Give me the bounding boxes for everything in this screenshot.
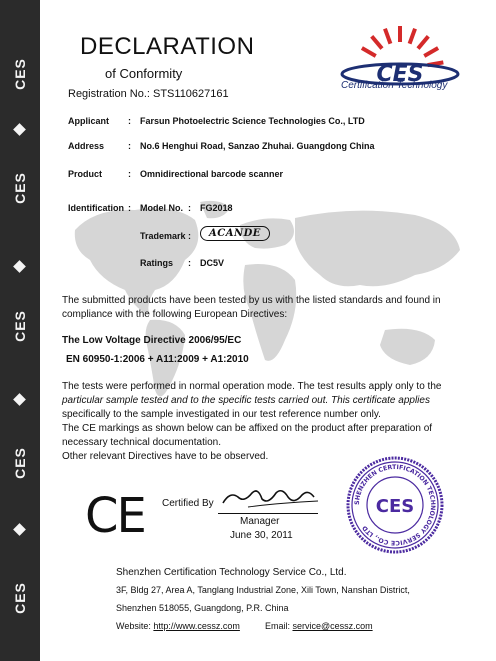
sidebar-ces-label: CES	[12, 58, 28, 90]
colon: :	[188, 231, 191, 241]
signature-line	[218, 513, 318, 514]
address-label: Address	[68, 141, 105, 151]
identification-label: Identification	[68, 203, 124, 213]
ratings-value: DC5V	[200, 258, 225, 268]
colon: :	[188, 258, 191, 268]
applicant-label: Applicant	[68, 116, 110, 126]
standard-name: EN 60950-1:2006 + A11:2009 + A1:2010	[66, 354, 249, 365]
svg-text:SHENZHEN CERTIFICATION TECHNOL: SHENZHEN CERTIFICATION TECHNOLOGY SERVICE CO., LTD	[353, 463, 437, 547]
footer-company: Shenzhen Certification Technology Service Co., Ltd.	[116, 567, 347, 578]
website-link[interactable]: http://www.cessz.com	[153, 621, 240, 631]
directive-name: The Low Voltage Directive 2006/95/EC	[62, 335, 242, 346]
model-value: FG2018	[200, 203, 233, 213]
trademark-label: Trademark	[140, 231, 186, 241]
colon: :	[128, 141, 131, 151]
footer-address-line2: Shenzhen 518055, Guangdong, P.R. China	[116, 603, 289, 613]
svg-text:CES: CES	[375, 496, 415, 517]
signer-title: Manager	[240, 516, 280, 527]
diamond-icon	[13, 260, 26, 273]
test-paragraph: The tests were performed in normal operation mode. The test results apply only to the particular sample tested and to the specific tests carried out. This certificate applies specifically to the sample investigated in our test reference number only. The CE markings as shown below can be affixed on the product after preparation of necessary technical documentation. Other relevant Directives have to be observed.	[62, 381, 442, 462]
address-value: No.6 Henghui Road, Sanzao Zhuhai. Guangdong China	[140, 141, 375, 151]
document-subtitle: of Conformity	[105, 66, 183, 81]
registration-value: STS110627161	[153, 88, 229, 100]
colon: :	[188, 203, 191, 213]
footer-address-line1: 3F, Bldg 27, Area A, Tanglang Industrial Zone, Xili Town, Nanshan District,	[116, 585, 410, 595]
sidebar-ces-label: CES	[12, 172, 28, 204]
email-link[interactable]: service@cessz.com	[292, 621, 373, 631]
ratings-label: Ratings	[140, 258, 174, 268]
applicant-value: Farsun Photoelectric Science Technologies Co., LTD	[140, 116, 365, 126]
ce-mark: CE	[85, 488, 145, 544]
compliance-paragraph: The submitted products have been tested by us with the listed standards and found in compliance with the following European Directives:	[62, 295, 441, 320]
sidebar-ces-label: CES	[12, 447, 28, 479]
registration-number	[68, 88, 229, 100]
model-label: Model No.	[140, 203, 183, 213]
sidebar-ces-label: CES	[12, 582, 28, 614]
diamond-icon	[13, 123, 26, 136]
footer-contacts	[116, 621, 373, 631]
svg-text:CES: CES	[376, 62, 424, 87]
colon: :	[128, 116, 131, 126]
certified-by-label: Certified By	[162, 498, 214, 509]
email-label: Email:	[264, 621, 290, 631]
registration-label: Registration No.:	[68, 88, 150, 100]
trademark-logo: ACANDE	[200, 226, 270, 241]
website-label: Website:	[116, 621, 151, 631]
document-title: DECLARATION	[80, 33, 255, 60]
product-value: Omnidirectional barcode scanner	[140, 169, 284, 179]
logo-tagline: Certification Technology	[341, 80, 448, 91]
ces-seal	[345, 455, 445, 555]
diamond-icon	[13, 523, 26, 536]
sidebar-strip	[0, 0, 40, 661]
product-label: Product	[68, 169, 103, 179]
ces-logo	[325, 22, 475, 102]
handwritten-signature	[218, 483, 323, 513]
colon: :	[128, 169, 131, 179]
diamond-icon	[13, 393, 26, 406]
sidebar-ces-label: CES	[12, 310, 28, 342]
colon: :	[128, 203, 131, 213]
signature-date: June 30, 2011	[230, 530, 293, 541]
